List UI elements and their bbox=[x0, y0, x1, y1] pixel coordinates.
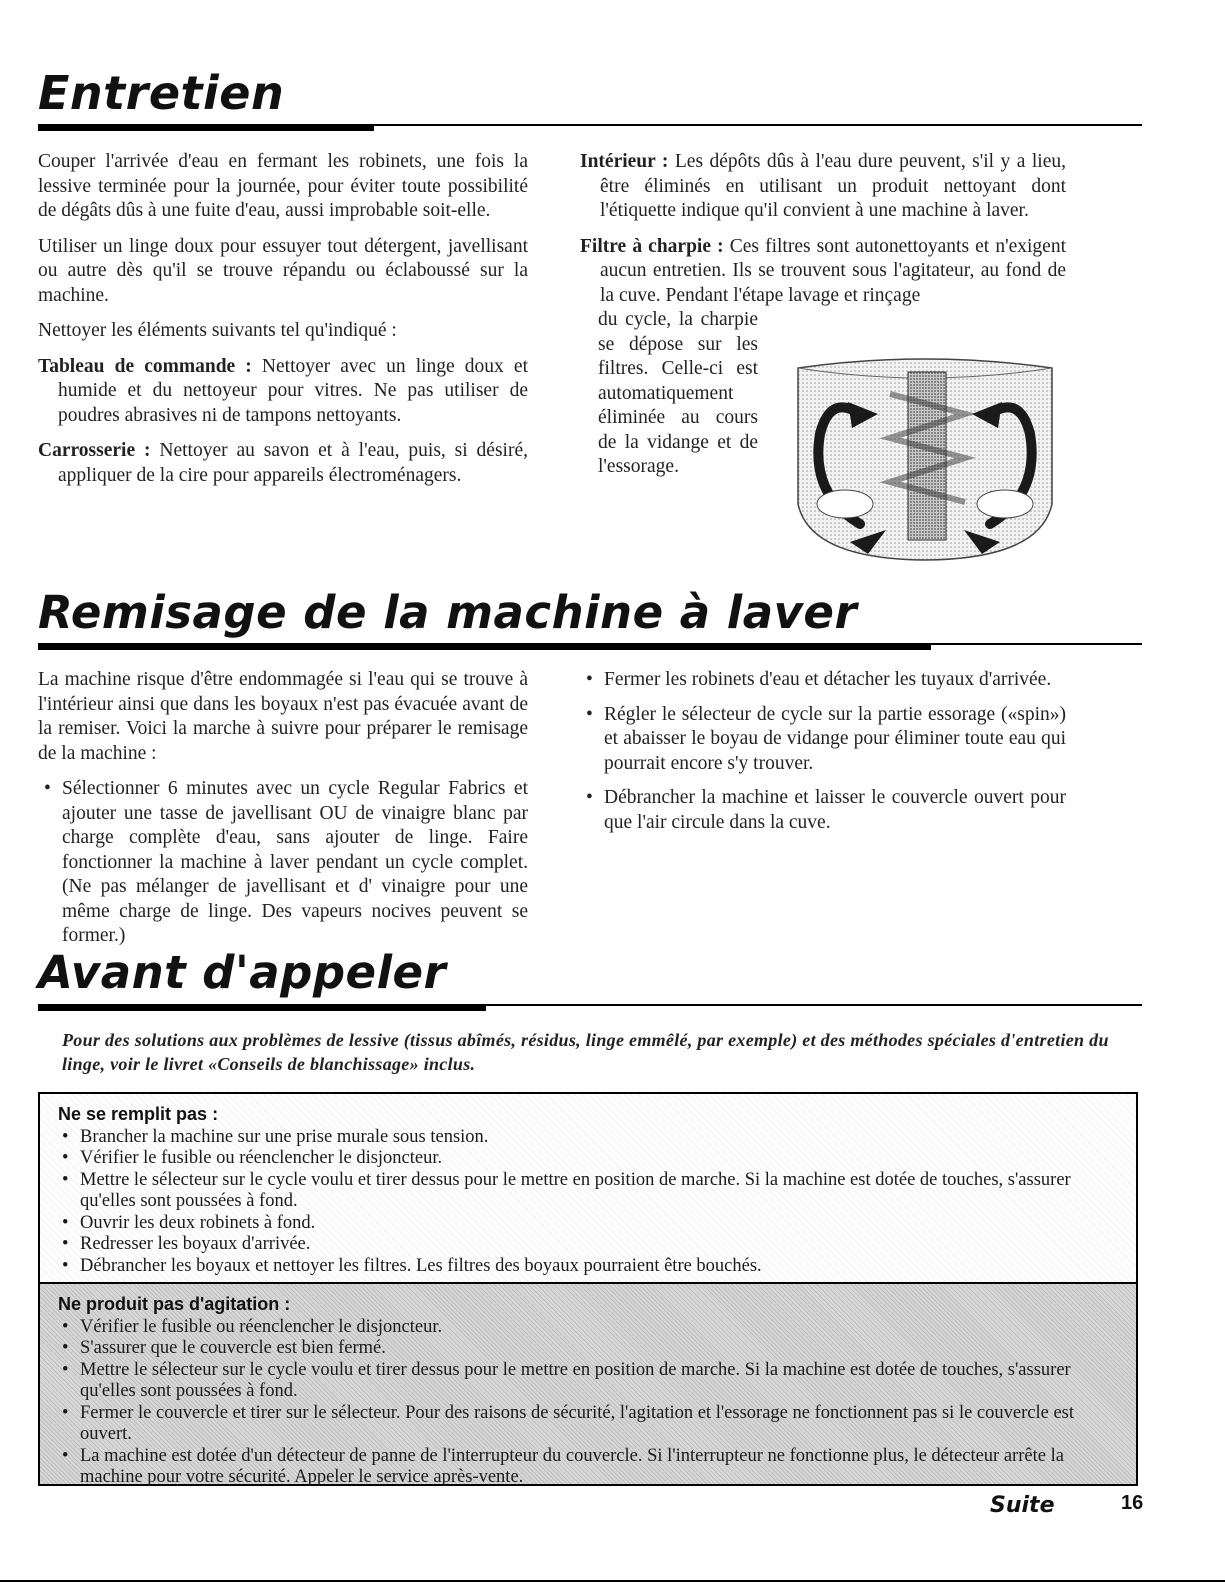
list-item: • La machine est dotée d'un détecteur de panne de l'interrupteur du couvercle. Si l'interrupteur ne fonctionne plus, le détecteur arrête la machine pour votre sécurité. Appeler le service après-vente. bbox=[58, 1446, 1122, 1489]
remisage-left-list bbox=[38, 777, 528, 949]
troubleshoot-box-agitation bbox=[38, 1282, 1138, 1486]
list-item: • Vérifier le fusible ou réenclencher le disjoncteur. bbox=[58, 1148, 1122, 1170]
remisage-intro: La machine risque d'être endommagée si l'eau qui se trouve à l'intérieur ainsi que dans les boyaux n'est pas évacuée avant de la remiser. Voici la marche à suivre pour préparer le remisage de la machine : bbox=[38, 669, 528, 764]
troubleshoot-list bbox=[58, 1317, 1122, 1489]
remisage-right-list bbox=[580, 668, 1066, 835]
avant-rule-thin bbox=[486, 1004, 1142, 1006]
item-text: Nettoyer au savon et à l'eau, puis, si désiré, appliquer de la cire pour appareils électroménagers. bbox=[58, 440, 528, 486]
bottom-border bbox=[0, 1580, 1225, 1582]
item-text: Ces filtres sont autonettoyants et n'exigent aucun entretien. Ils se trouvent sous l'agitateur, au fond de la cuve. Pendant l'étape lavage et rinçage bbox=[600, 235, 1066, 306]
item-label: Carrosserie : bbox=[38, 440, 151, 461]
list-item: • Vérifier le fusible ou réenclencher le disjoncteur. bbox=[58, 1317, 1122, 1339]
troubleshoot-box-fill bbox=[38, 1092, 1138, 1284]
item-text: Nettoyer avec un linge doux et humide et du nettoyeur pour vitres. Ne pas utiliser de poudres abrasives ni de tampons nettoyants. bbox=[58, 355, 528, 426]
list-item: • Sélectionner 6 minutes avec un cycle Regular Fabrics et ajouter une tasse de javellisant OU de vinaigre blanc par charge complète d'eau, sans ajouter de linge. Faire fonctionner la machine à laver pendant un cycle complet. (Ne pas mélanger de javellisant et d' vinaigre pour une même charge de linge. Des vapeurs nocives peuvent se former.) bbox=[38, 777, 528, 949]
remisage-rule-thin bbox=[931, 643, 1142, 645]
list-item: • Ouvrir les deux robinets à fond. bbox=[58, 1213, 1122, 1235]
entretien-item-interieur bbox=[580, 150, 1066, 224]
entretien-title: Entretien bbox=[38, 66, 285, 120]
entretien-item-carrosserie bbox=[38, 439, 528, 488]
entretien-left-column bbox=[38, 150, 528, 499]
list-item: • Régler le sélecteur de cycle sur la partie essorage («spin») et abaisser le boyau de vidange pour éliminer toute eau qui pourrait encore s'y trouver. bbox=[580, 703, 1066, 777]
entretien-item-tableau bbox=[38, 355, 528, 429]
entretien-item-filtre bbox=[580, 235, 1066, 309]
list-item: • Brancher la machine sur une prise murale sous tension. bbox=[58, 1127, 1122, 1149]
item-label: Intérieur : bbox=[580, 151, 669, 172]
avant-title: Avant d'appeler bbox=[38, 946, 447, 999]
list-item: • Redresser les boyaux d'arrivée. bbox=[58, 1234, 1122, 1256]
troubleshoot-heading: Ne se remplit pas : bbox=[58, 1104, 219, 1124]
avant-intro-note: Pour des solutions aux problèmes de lessive (tissus abîmés, résidus, linge emmêlé, par exemple) et des méthodes spéciales d'entretien du linge, voir le livret «Conseils de blanchissage» inclus. bbox=[62, 1030, 1109, 1074]
page-number: 16 bbox=[1121, 1492, 1144, 1514]
avant-rule-thick bbox=[38, 1004, 486, 1011]
list-item: • Mettre le sélecteur sur le cycle voulu et tirer dessus pour le mettre en position de marche. Si la machine est dotée de touches, s'assurer qu'elles sont poussées à fond. bbox=[58, 1360, 1122, 1403]
item-label: Tableau de commande : bbox=[38, 355, 252, 377]
troubleshoot-list bbox=[58, 1127, 1122, 1278]
list-item: • Fermer les robinets d'eau et détacher les tuyaux d'arrivée. bbox=[580, 668, 1066, 693]
entretien-paragraph: Couper l'arrivée d'eau en fermant les robinets, une fois la lessive terminée pour la journée, pour éviter toute possibilité de dégâts dûs à une fuite d'eau, aussi improbable soit-elle. bbox=[38, 151, 528, 221]
list-item: • Débrancher les boyaux et nettoyer les filtres. Les filtres des boyaux pourraient être bouchés. bbox=[58, 1256, 1122, 1278]
entretien-rule-thin bbox=[374, 124, 1142, 126]
list-item: • Débrancher la machine et laisser le couvercle ouvert pour que l'air circule dans la cuve. bbox=[580, 786, 1066, 835]
remisage-right-column bbox=[580, 668, 1066, 845]
remisage-title: Remisage de la machine à laver bbox=[38, 586, 858, 639]
entretien-rule-thick bbox=[38, 124, 374, 131]
item-label: Filtre à charpie : bbox=[580, 235, 724, 257]
entretien-paragraph: Nettoyer les éléments suivants tel qu'indiqué : bbox=[38, 320, 397, 341]
list-item: • Fermer le couvercle et tirer sur le sélecteur. Pour des raisons de sécurité, l'agitation et l'essorage ne fonctionnent pas si le couvercle est ouvert. bbox=[58, 1403, 1122, 1446]
continued-label: Suite bbox=[990, 1493, 1055, 1518]
remisage-rule-thick bbox=[38, 643, 931, 650]
list-item: • Mettre le sélecteur sur le cycle voulu et tirer dessus pour le mettre en position de marche. Si la machine est dotée de touches, s'assurer qu'elles sont poussées à fond. bbox=[58, 1170, 1122, 1213]
entretien-filtre-continued: du cycle, la charpie se dépose sur les filtres. Celle-ci est automatiquement éliminée au cours de la vidange et de l'essorage. bbox=[598, 309, 758, 477]
entretien-paragraph: Utiliser un linge doux pour essuyer tout détergent, javellisant ou autre dès qu'il se trouve répandu ou éclaboussé sur la machine. bbox=[38, 235, 528, 306]
troubleshoot-heading: Ne produit pas d'agitation : bbox=[58, 1294, 291, 1314]
list-item: • S'assurer que le couvercle est bien fermé. bbox=[58, 1338, 1122, 1360]
remisage-left-column bbox=[38, 668, 528, 959]
washer-drum-illustration bbox=[790, 354, 1060, 564]
item-text: Les dépôts dûs à l'eau dure peuvent, s'il y a lieu, être éliminés en utilisant un produit nettoyant dont l'étiquette indique qu'il convient à une machine à laver. bbox=[600, 151, 1067, 221]
